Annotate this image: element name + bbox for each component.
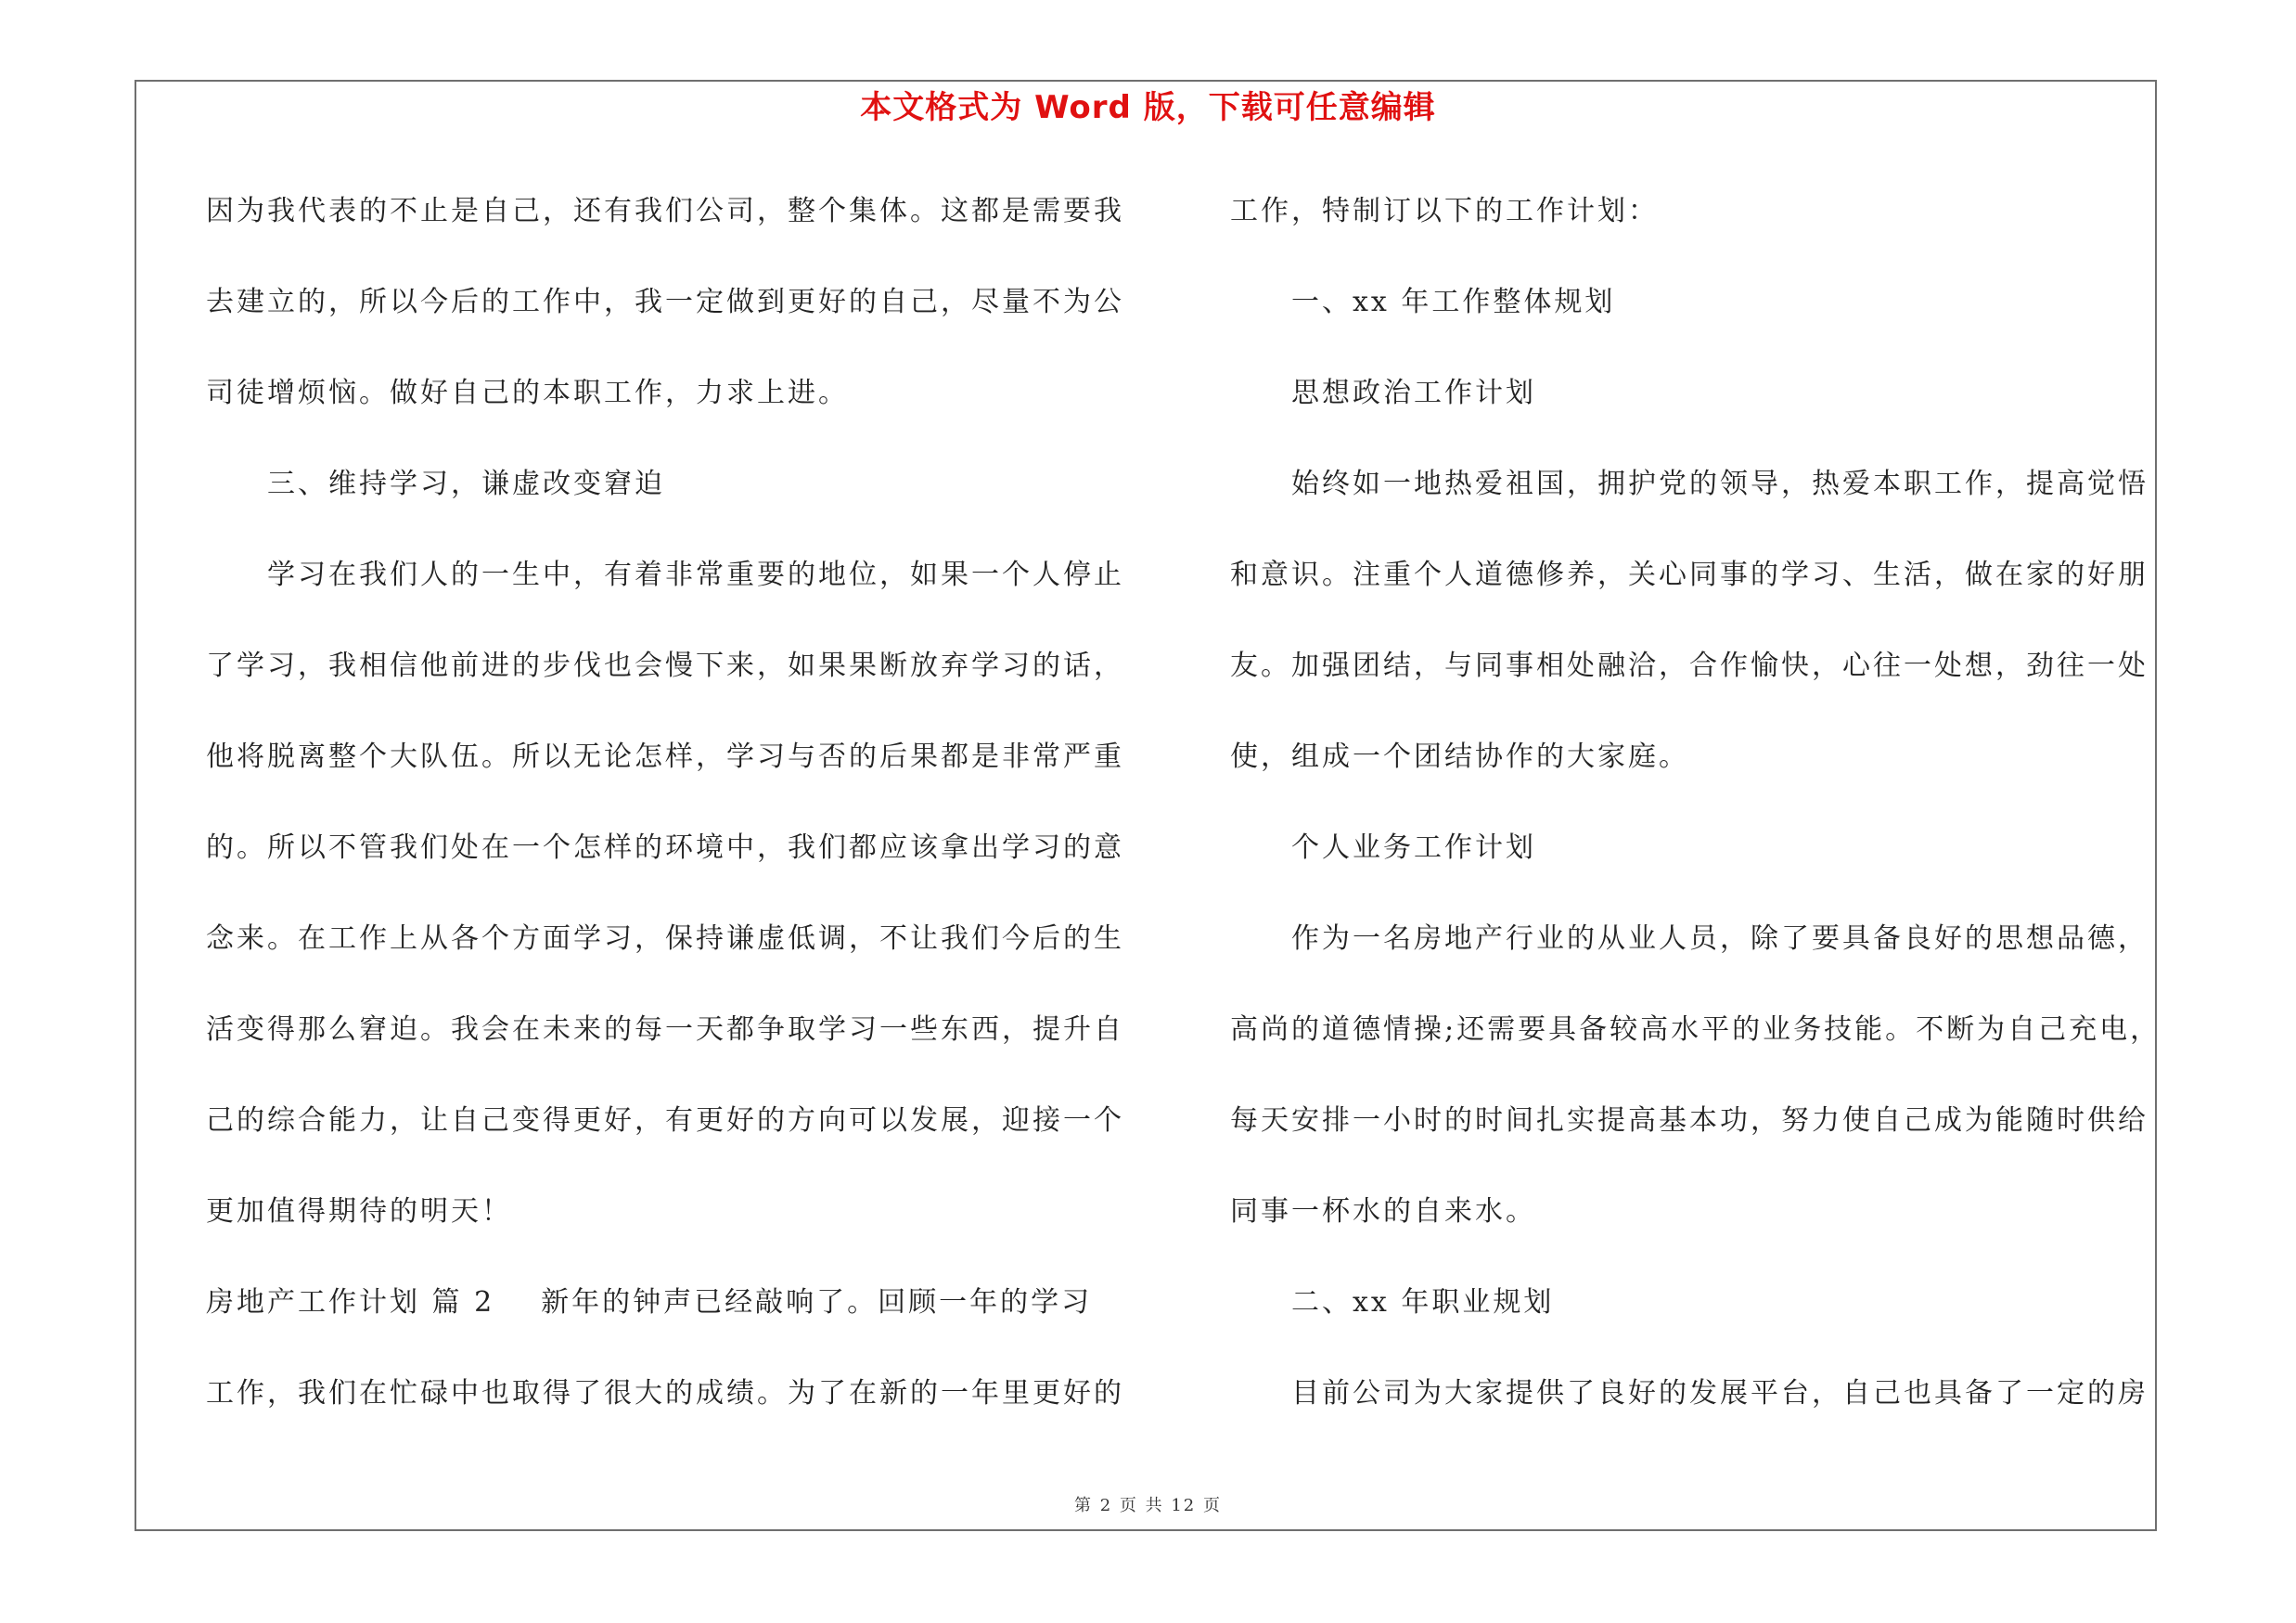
section-heading: 三、维持学习，谦虚改变窘迫: [267, 468, 665, 500]
subsection-heading: 思想政治工作计划: [1291, 377, 1536, 409]
paragraph-line: 使，组成一个团结协作的大家庭。: [1230, 741, 1689, 773]
paragraph-line: 每天安排一小时的时间扎实提高基本功，努力使自己成为能随时供给: [1230, 1104, 2148, 1137]
left-text-column: [206, 184, 1189, 1457]
paragraph-line: 工作，特制订以下的工作计划：: [1230, 195, 1659, 227]
paragraph-line: 友。加强团结，与同事相处融洽，合作愉快，心往一处想，劲往一处: [1230, 650, 2148, 682]
paragraph-line: 和意识。注重个人道德修养，关心同事的学习、生活，做在家的好朋: [1230, 559, 2148, 591]
paragraph-line: 因为我代表的不止是自己，还有我们公司，整个集体。这都是需要我: [206, 195, 1124, 227]
paragraph-line: 了学习，我相信他前进的步伐也会慢下来，如果果断放弃学习的话，: [206, 650, 1124, 682]
paragraph-line: 己的综合能力，让自己变得更好，有更好的方向可以发展，迎接一个: [206, 1104, 1124, 1137]
article-opening: 新年的钟声已经敲响了。回顾一年的学习: [541, 1286, 1093, 1319]
paragraph-line: 学习在我们人的一生中，有着非常重要的地位，如果一个人停止: [267, 559, 1124, 591]
paragraph-line: 去建立的，所以今后的工作中，我一定做到更好的自己，尽量不为公: [206, 286, 1124, 318]
paragraph-line: 的。所以不管我们处在一个怎样的环境中，我们都应该拿出学习的意: [206, 831, 1124, 864]
page-number-footer: 第 2 页 共 12 页: [1074, 1496, 1222, 1515]
paragraph-line: 始终如一地热爱祖国，拥护党的领导，热爱本职工作，提高觉悟: [1291, 468, 2148, 500]
article-heading-line: [206, 1275, 1189, 1366]
paragraph-line: 作为一名房地产行业的从业人员，除了要具备良好的思想品德，: [1291, 922, 2148, 955]
paragraph-line: 司徒增烦恼。做好自己的本职工作，力求上进。: [206, 377, 849, 409]
section-heading: 一、xx 年工作整体规划: [1291, 286, 1616, 318]
paragraph-line: 念来。在工作上从各个方面学习，保持谦虚低调，不让我们今后的生: [206, 922, 1124, 955]
paragraph-line: 同事一杯水的自来水。: [1230, 1195, 1536, 1228]
paragraph-line: 更加值得期待的明天！: [206, 1195, 512, 1228]
word-format-banner: 本文格式为 Word 版，下载可任意编辑: [860, 89, 1436, 126]
paragraph-line: 高尚的道德情操;还需要具备较高水平的业务技能。不断为自己充电，: [1230, 1013, 2161, 1046]
paragraph-line: 活变得那么窘迫。我会在未来的每一天都争取学习一些东西，提升自: [206, 1013, 1124, 1046]
article-heading: 房地产工作计划 篇 2: [206, 1286, 495, 1319]
subsection-heading: 个人业务工作计划: [1291, 831, 1536, 864]
paragraph-line: 目前公司为大家提供了良好的发展平台，自己也具备了一定的房: [1291, 1377, 2148, 1410]
paragraph-line: 工作，我们在忙碌中也取得了很大的成绩。为了在新的一年里更好的: [206, 1377, 1124, 1410]
section-heading: 二、xx 年职业规划: [1291, 1286, 1555, 1319]
right-text-column: [1230, 184, 2186, 1457]
paragraph-line: 他将脱离整个大队伍。所以无论怎样，学习与否的后果都是非常严重: [206, 741, 1124, 773]
